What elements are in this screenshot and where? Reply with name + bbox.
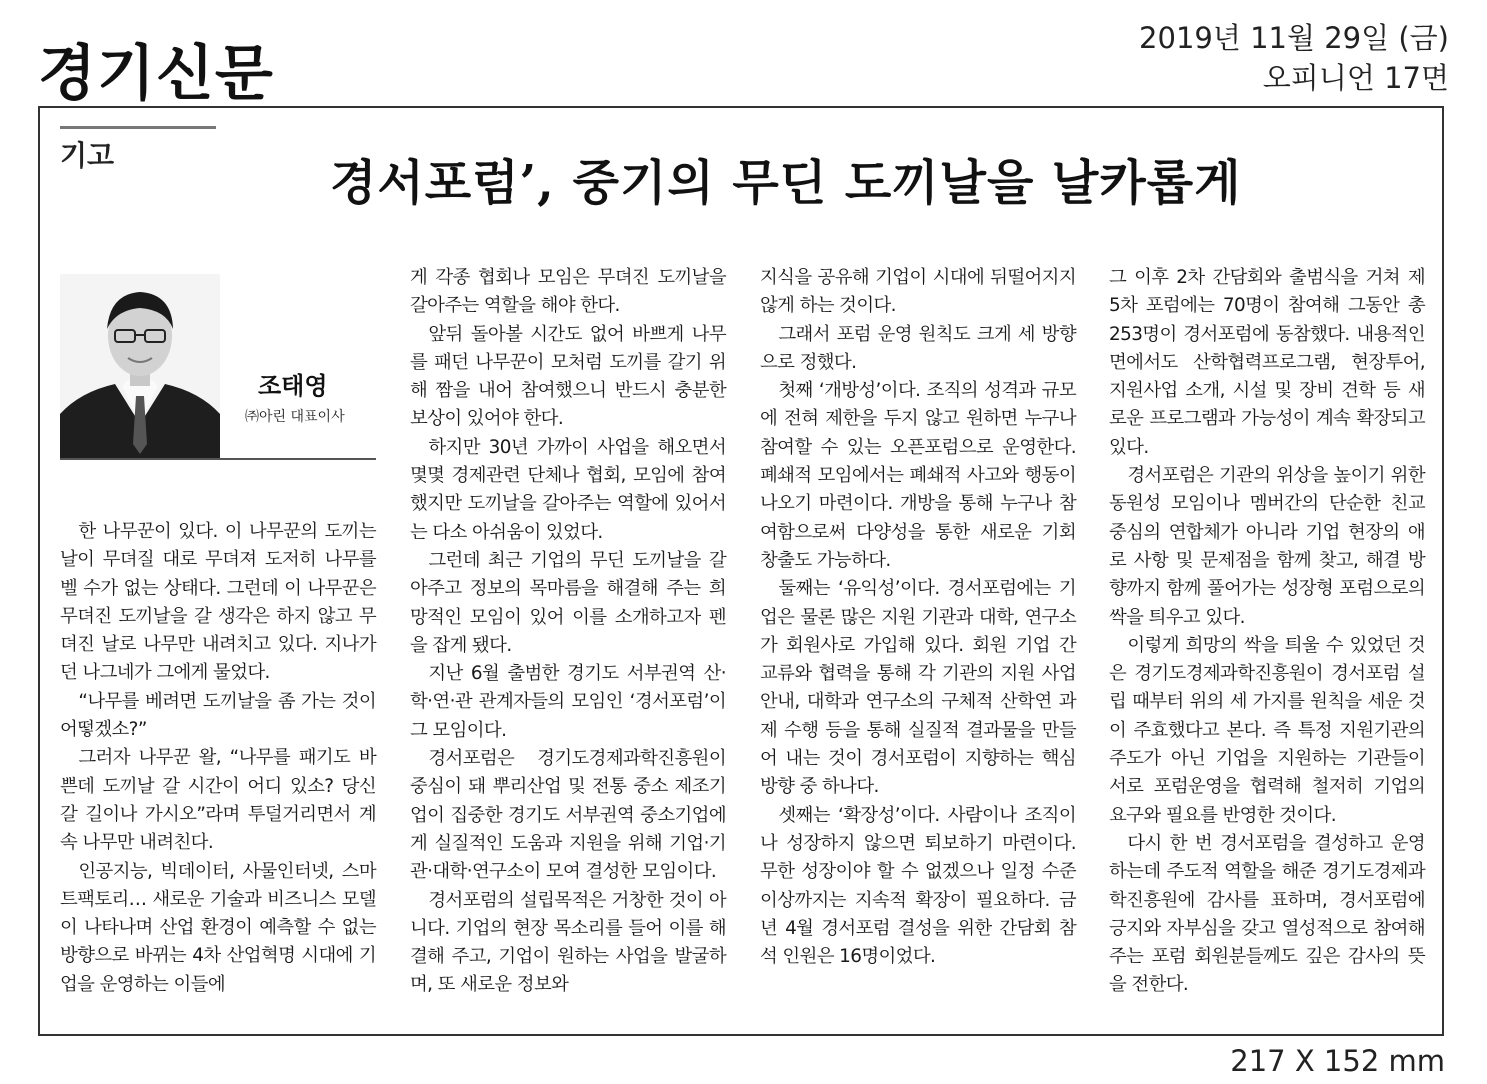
paragraph: 다시 한 번 경서포럼을 결성하고 운영하는데 주도적 역할을 해준 경기도경제과학진흥원에 감사를 표하며, 경서포럼에 긍지와 자부심을 갖고 열성적으로 참여해주는 포럼 회원분들께도 깊은 감사의 뜻을 전한다. <box>1109 832 1425 996</box>
paragraph: 그런데 최근 기업의 무딘 도끼날을 갈아주고 정보의 목마름을 해결해 주는 희망적인 모임이 있어 이를 소개하고자 펜을 잡게 됐다. <box>410 549 726 656</box>
paragraph: 게 각종 협회나 모임은 무뎌진 도끼날을 갈아주는 역할을 해야 한다. <box>410 267 726 317</box>
article-column-3 <box>760 264 1076 971</box>
section-page: 오피니언 17면 <box>1262 61 1449 95</box>
paragraph: 앞뒤 돌아볼 시간도 없어 바쁘게 나무를 패던 나무꾼이 모처럼 도끼를 갈기 위해 짬을 내어 참여했으니 반드시 충분한 보상이 있어야 한다. <box>410 323 726 430</box>
author-photo <box>60 274 220 458</box>
paragraph: 둘째는 ‘유익성’이다. 경서포럼에는 기업은 물론 많은 지원 기관과 대학, 연구소가 회원사로 가입해 있다. 회원 기업 간 교류와 협력을 통해 각 기관의 지원 사업 안내, 대학과 연구소의 구체적 산학연 과제 수행 등을 통해 실질적 결과물을 만들어 내는 것이 경서포럼이 지향하는 핵심 방향 중 하나다. <box>760 578 1076 798</box>
publication-meta <box>1139 18 1449 98</box>
section-label: 기고 <box>60 139 115 172</box>
paragraph: 지식을 공유해 기업이 시대에 뒤떨어지지 않게 하는 것이다. <box>760 267 1076 317</box>
section-divider <box>60 126 216 129</box>
paragraph: 인공지능, 빅데이터, 사물인터넷, 스마트팩토리… 새로운 기술과 비즈니스 모델이 나타나며 산업 환경이 예측할 수 없는 방향으로 바뀌는 4차 산업혁명 시대에 기업을 운영하는 이들에 <box>60 860 376 995</box>
paragraph: 경서포럼의 설립목적은 거창한 것이 아니다. 기업의 현장 목소리를 들어 이를 해결해 주고, 기업이 원하는 사업을 발굴하며, 또 새로운 정보와 <box>410 889 726 996</box>
publication-date: 2019년 11월 29일 (금) <box>1139 21 1449 55</box>
paragraph: 경서포럼은 경기도경제과학진흥원이 중심이 돼 뿌리산업 및 전통 중소 제조기업이 집중한 경기도 서부권역 중소기업에게 실질적인 도움과 지원을 위해 기업·기관·대학·연구소이 모여 결성한 모임이다. <box>410 748 726 883</box>
author-title: ㈜아린 대표이사 <box>245 409 345 425</box>
masthead-logo: 경기신문 <box>38 39 274 109</box>
author-divider <box>60 458 376 460</box>
paragraph: 셋째는 ‘확장성’이다. 사람이나 조직이나 성장하지 않으면 퇴보하기 마련이다. 무한 성장이야 할 수 없겠으나 일정 수준 이상까지는 지속적 확장이 필요하다. 금년 4월 경서포럼 결성을 위한 간담회 참석 인원은 16명이었다. <box>760 804 1076 968</box>
paragraph: 그래서 포럼 운영 원칙도 크게 세 방향으로 정했다. <box>760 323 1076 373</box>
clipping-size: 217 X 152 mm <box>1230 1044 1445 1078</box>
paragraph: “나무를 베려면 도끼날을 좀 가는 것이 어떻겠소?” <box>60 690 376 741</box>
article-column-2 <box>410 264 726 1000</box>
paragraph: 경서포럼은 기관의 위상을 높이기 위한 동원성 모임이나 멤버간의 단순한 친교 중심의 연합체가 아니라 기업 현장의 애로 사항 및 문제점을 함께 찾고, 해결 방향까지 함께 풀어가는 성장형 포럼으로의 싹을 틔우고 있다. <box>1109 465 1425 628</box>
article-column-4 <box>1109 264 1425 1000</box>
paragraph: 하지만 30년 가까이 사업을 해오면서 몇몇 경제관련 단체나 협회, 모임에 참여했지만 도끼날을 갈아주는 역할에 있어서는 다소 아쉬움이 있었다. <box>410 436 726 543</box>
paragraph: 첫째 ‘개방성’이다. 조직의 성격과 규모에 전혀 제한을 두지 않고 원하면 누구나 참여할 수 있는 오픈포럼으로 운영한다. 폐쇄적 모임에서는 폐쇄적 사고와 행동이 나오기 마련이다. 개방을 통해 누구나 참여함으로써 다양성을 통한 새로운 기회 창출도 가능하다. <box>760 380 1076 571</box>
paragraph: 그러자 나무꾼 왈, “나무를 패기도 바쁜데 도끼날 갈 시간이 어디 있소? 당신 갈 길이나 가시오”라며 투덜거리면서 계속 나무만 내려친다. <box>60 747 376 854</box>
paragraph: 이렇게 희망의 싹을 틔울 수 있었던 것은 경기도경제과학진흥원이 경서포럼 설립 때부터 위의 세 가지를 원칙을 세운 것이 주효했다고 본다. 즉 특정 지원기관의 주도가 아닌 기업을 지원하는 기관들이 서로 포럼운영을 협력해 철저히 기업의 요구와 필요를 반영한 것이다. <box>1109 634 1425 826</box>
author-name: 조태영 <box>258 372 328 400</box>
article-column-1 <box>60 518 376 999</box>
paragraph: 한 나무꾼이 있다. 이 나무꾼의 도끼는 날이 무뎌질 대로 무뎌져 도저히 나무를 벨 수가 없는 상태다. 그런데 이 나무꾼은 무뎌진 도끼날을 갈 생각은 하지 않고 무뎌진 날로 나무만 내려치고 있다. 지나가던 나그네가 그에게 물었다. <box>60 521 376 684</box>
paragraph: 그 이후 2차 간담회와 출범식을 거쳐 제 5차 포럼에는 70명이 참여해 그동안 총 253명이 경서포럼에 동참했다. 내용적인 면에서도 산학협력프로그램, 현장투어, 지원사업 소개, 시설 및 장비 견학 등 새로운 프로그램과 가능성이 계속 확장되고 있다. <box>1109 267 1425 458</box>
article-clipping <box>38 106 1444 1036</box>
article-headline: 경서포럼’, 중기의 무딘 도끼날을 날카롭게 <box>330 155 1242 211</box>
paragraph: 지난 6월 출범한 경기도 서부권역 산·학·연·관 관계자들의 모임인 ‘경서포럼’이 그 모임이다. <box>410 663 726 741</box>
